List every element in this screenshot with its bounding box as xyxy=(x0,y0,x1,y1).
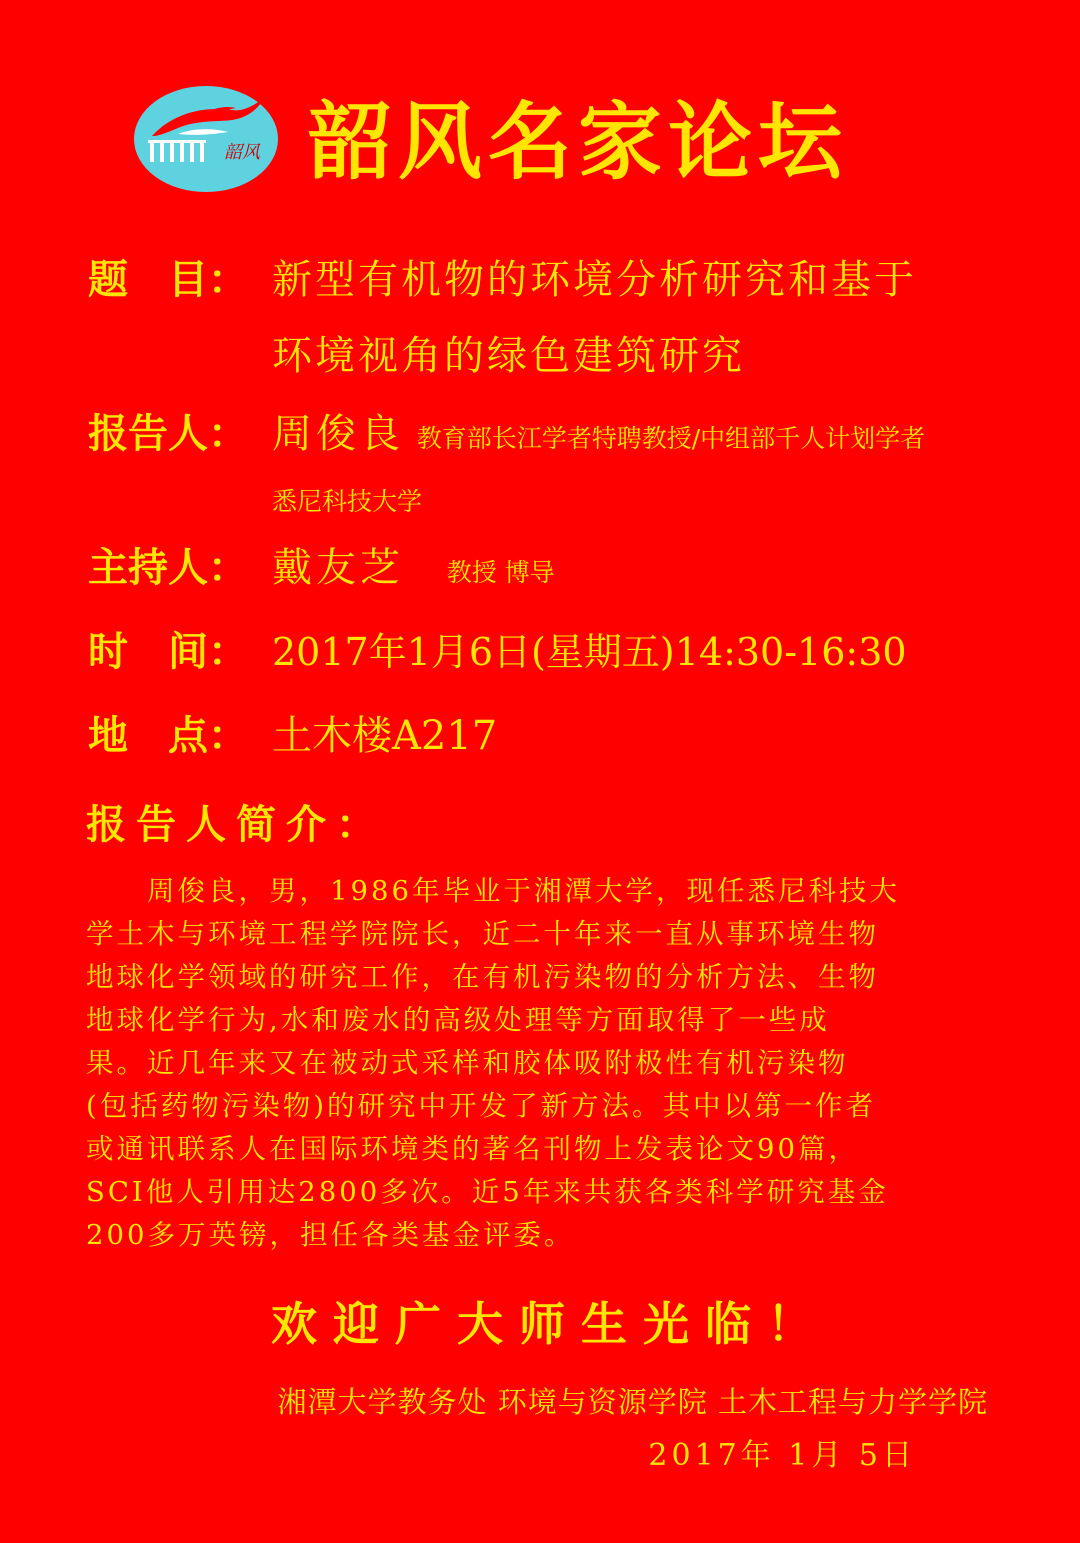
forum-logo xyxy=(132,84,280,194)
bio-line: 学土木与环境工程学院院长，近二十年来一直从事环境生物 xyxy=(86,918,879,950)
topic-label: 题 目： xyxy=(88,257,248,303)
bio-line: SCI他人引用达2800多次。近5年来共获各类科学研究基金 xyxy=(86,1176,889,1208)
bio-line: 或通讯联系人在国际环境类的著名刊物上发表论文90篇， xyxy=(86,1133,859,1165)
speaker-affiliation: 悉尼科技大学 xyxy=(272,487,423,516)
bio-line: (包括药物污染物)的研究中开发了新方法。其中以第一作者 xyxy=(86,1090,876,1122)
bio-line: 200多万英镑，担任各类基金评委。 xyxy=(86,1219,575,1251)
speaker-row xyxy=(272,406,925,467)
place-value: 土木楼A217 xyxy=(272,713,498,759)
topic-line-2: 环境视角的绿色建筑研究 xyxy=(272,333,745,379)
time-label: 时 间： xyxy=(88,629,248,675)
bio-heading: 报告人简介： xyxy=(86,801,386,848)
bio-line: 周俊良，男，1986年毕业于湘潭大学，现任悉尼科技大 xyxy=(86,875,900,907)
welcome-message: 欢迎广大师生光临！ xyxy=(271,1297,829,1351)
bio-line: 地球化学领域的研究工作，在有机污染物的分析方法、生物 xyxy=(86,961,879,993)
host-titles: 教授 博导 xyxy=(446,558,555,587)
host-row xyxy=(272,540,555,601)
speaker-name: 周俊良 xyxy=(272,411,404,457)
time-value: 2017年1月6日(星期五)14:30-16:30 xyxy=(272,630,907,674)
speaker-titles: 教育部长江学者特聘教授/中组部千人计划学者 xyxy=(416,424,926,453)
bio-line: 地球化学行为,水和废水的高级处理等方面取得了一些成 xyxy=(86,1004,830,1036)
forum-title: 韶风名家论坛 xyxy=(308,92,849,191)
logo-text: 韶风 xyxy=(224,142,260,163)
organizers: 湘潭大学教务处 环境与资源学院 土木工程与力学学院 xyxy=(277,1385,988,1419)
topic-line-1: 新型有机物的环境分析研究和基于 xyxy=(272,257,917,303)
bio-line: 果。近几年来又在被动式采样和胶体吸附极性有机污染物 xyxy=(86,1047,849,1079)
place-label: 地 点： xyxy=(88,713,248,759)
host-label: 主持人： xyxy=(88,545,248,591)
speaker-label: 报告人： xyxy=(88,411,248,457)
host-name: 戴友芝 xyxy=(272,545,404,591)
issue-date: 2017年 1月 5日 xyxy=(648,1438,916,1473)
bio-text xyxy=(86,870,990,1257)
